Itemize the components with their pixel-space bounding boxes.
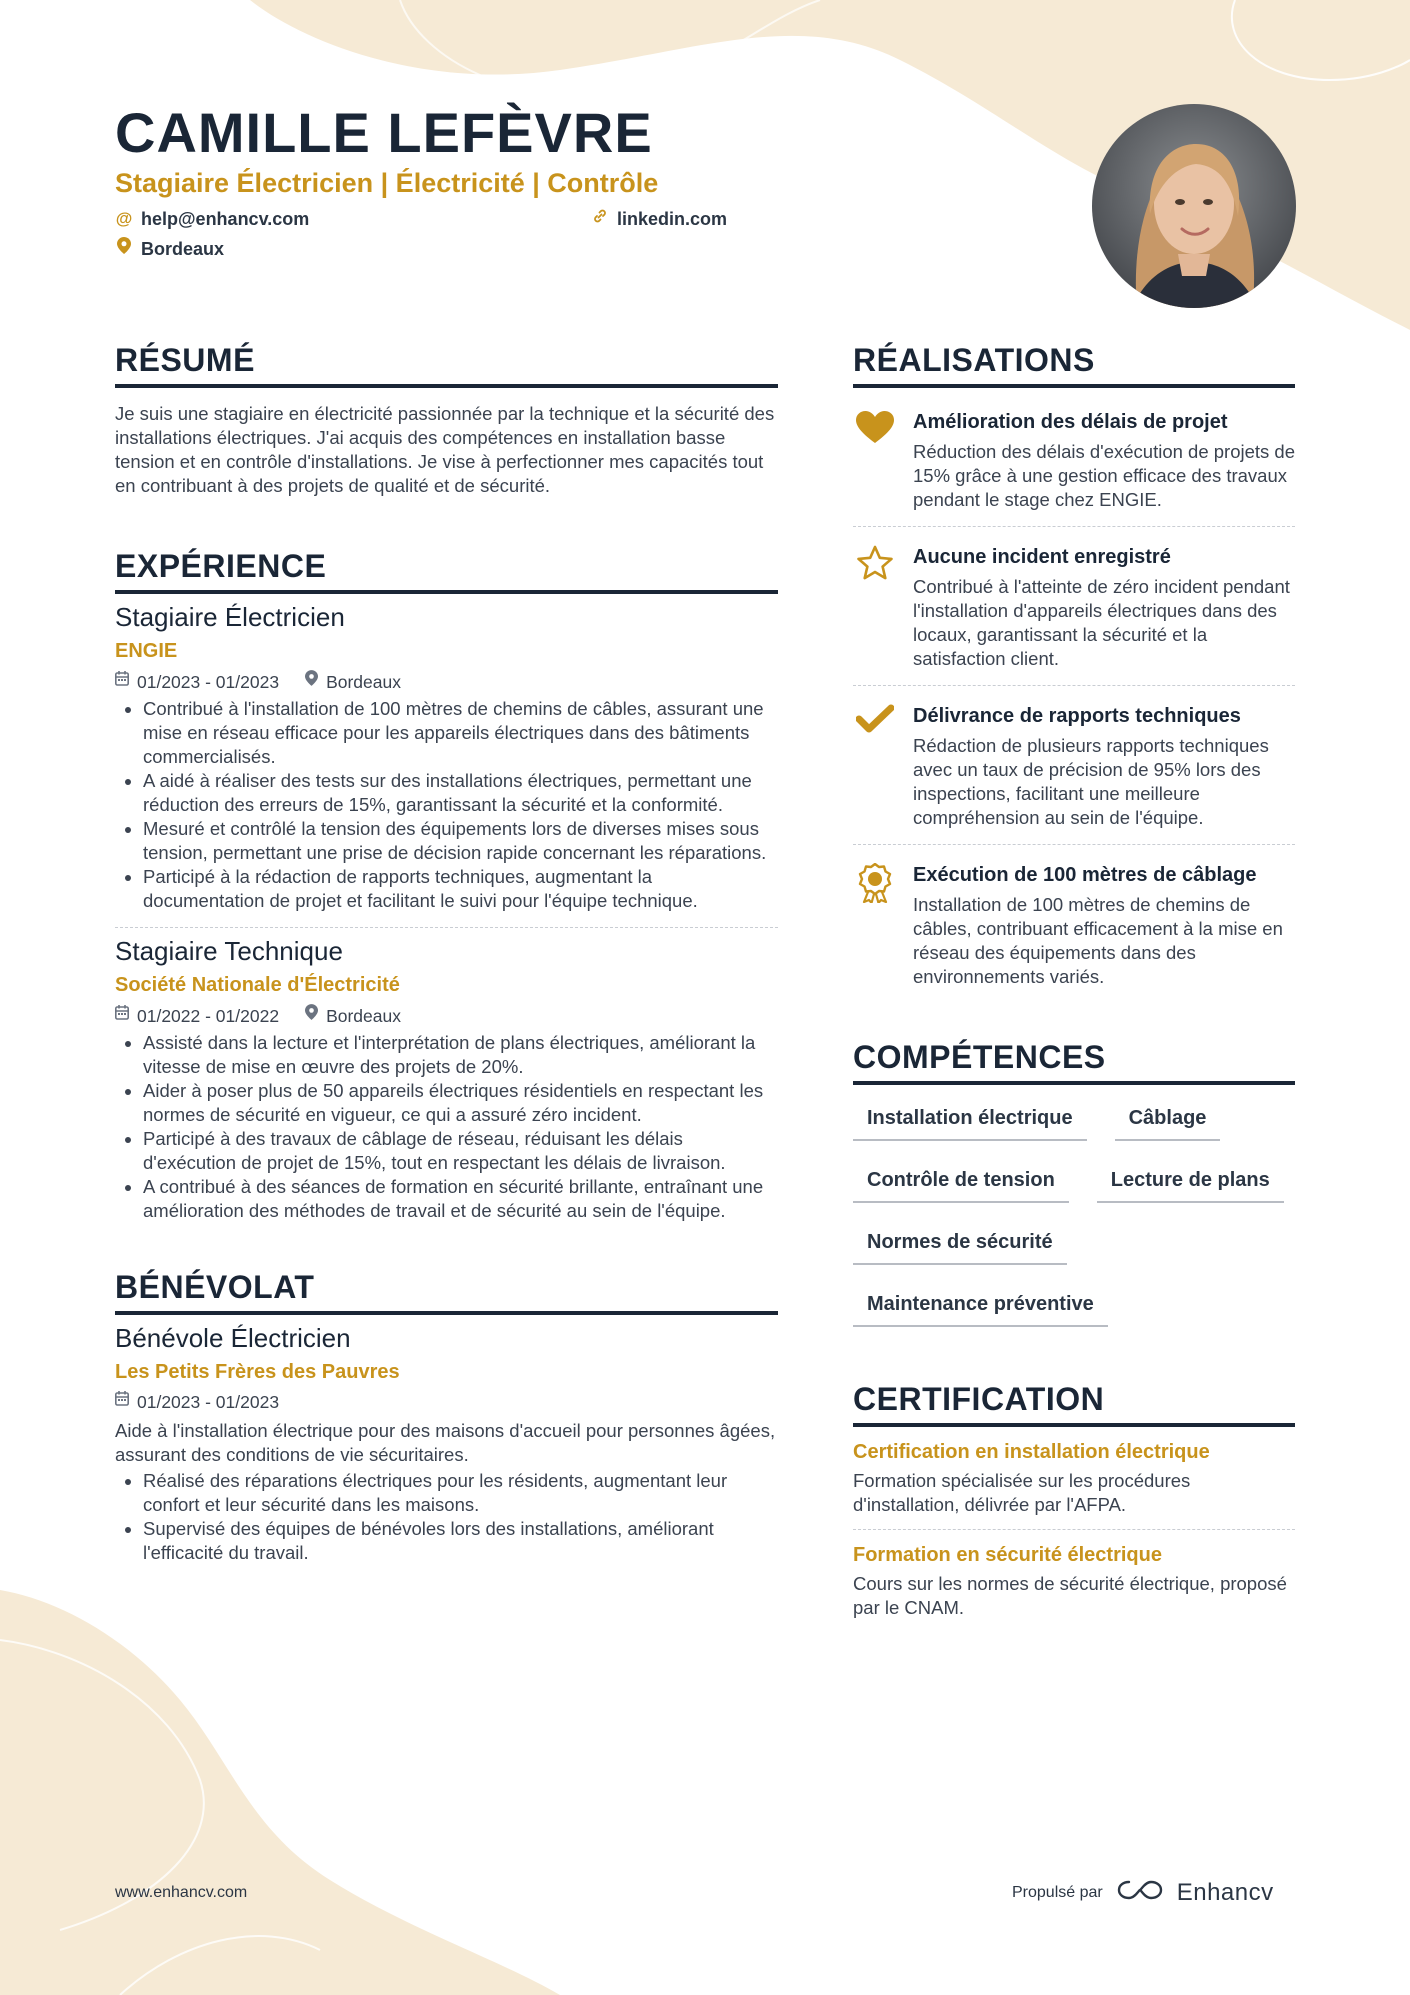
certification-desc: Formation spécialisée sur les procédures d'installation, délivrée par l'AFPA. xyxy=(853,1470,1191,1515)
experience-section xyxy=(115,546,778,1223)
job-company: ENGIE xyxy=(115,640,178,662)
bullet-item: • Mesuré et contrôlé la tension des équipements lors de diverses mises sous tension, permettant une prise de décision rapide concernant les réparations. xyxy=(143,817,778,865)
skill-tag: Contrôle de tension xyxy=(853,1161,1069,1203)
skills-list xyxy=(853,1099,1295,1327)
achievement-item xyxy=(853,541,1295,671)
summary-text: Je suis une stagiaire en électricité passionnée par la technique et la sécurité des installations électriques. J'ai acquis des compétences en installation basse tension et en contrôle d'installations. Je vise à perfectionner mes capacités tout en contribuant à des projets de qualité et de sécurité. xyxy=(115,403,775,496)
bullet-item: • Supervisé des équipes de bénévoles lors des installations, améliorant l'efficacité du travail. xyxy=(143,1517,778,1565)
at-icon: @ xyxy=(115,209,133,228)
link-icon xyxy=(591,208,609,230)
job-entry xyxy=(115,934,778,1223)
achievements-title: RÉALISATIONS xyxy=(853,340,1295,388)
skill-tag: Maintenance préventive xyxy=(853,1285,1108,1327)
enhancv-logo-icon xyxy=(1117,1878,1163,1907)
achievement-desc: Contribué à l'atteinte de zéro incident pendant l'installation d'appareils électriques dans des locaux, garantissant la sécurité et la satisfaction client. xyxy=(913,576,1290,669)
contact-linkedin[interactable] xyxy=(591,208,727,230)
achievement-item xyxy=(853,859,1295,989)
divider xyxy=(853,844,1295,845)
location-text: Bordeaux xyxy=(141,238,225,259)
achievement-title: Amélioration des délais de projet xyxy=(913,411,1228,433)
contact-email[interactable] xyxy=(115,208,309,230)
summary-section xyxy=(115,340,778,498)
bullet-item: • Assisté dans la lecture et l'interprétation de plans électriques, améliorant la vitesse de mise en œuvre des projets de 20%. xyxy=(143,1031,778,1079)
skills-section xyxy=(853,1037,1295,1327)
medal-icon xyxy=(853,861,897,989)
heart-icon xyxy=(853,408,897,512)
left-column xyxy=(115,340,778,1565)
footer-branding xyxy=(1012,1878,1274,1907)
skill-tag: Installation électrique xyxy=(853,1099,1087,1141)
certification-title: CERTIFICATION xyxy=(853,1379,1295,1427)
job-dates: 01/2023 - 01/2023 xyxy=(137,671,280,692)
divider xyxy=(853,685,1295,686)
achievement-item xyxy=(853,406,1295,512)
experience-title: EXPÉRIENCE xyxy=(115,546,778,594)
achievement-title: Exécution de 100 mètres de câblage xyxy=(913,864,1257,886)
divider xyxy=(853,1529,1295,1530)
map-pin-icon xyxy=(115,237,133,260)
candidate-subtitle: Stagiaire Électricien | Électricité | Contrôle xyxy=(115,168,659,198)
volunteer-section xyxy=(115,1267,778,1565)
achievements-section xyxy=(853,340,1295,989)
volunteer-bullets xyxy=(115,1469,778,1565)
calendar-icon xyxy=(115,1391,129,1413)
volunteer-role: Bénévole Électricien xyxy=(115,1323,351,1353)
volunteer-description: Aide à l'installation électrique pour des maisons d'accueil pour personnes âgées, assurant des conditions de vie sécuritaires. xyxy=(115,1420,776,1465)
achievement-title: Aucune incident enregistré xyxy=(913,546,1171,568)
volunteer-org: Les Petits Frères des Pauvres xyxy=(115,1361,400,1383)
job-location-text: Bordeaux xyxy=(326,1005,401,1026)
bullet-item: • Aider à poser plus de 50 appareils électriques résidentiels en respectant les normes de sécurité en vigueur, ce qui a assuré zéro incident. xyxy=(143,1079,778,1127)
certification-item xyxy=(853,1439,1295,1517)
powered-by-label: Propulsé par xyxy=(1012,1883,1103,1901)
certification-item xyxy=(853,1542,1295,1620)
job-location xyxy=(305,1004,401,1027)
profile-photo xyxy=(1092,104,1296,308)
job-entry xyxy=(115,600,778,913)
job-location xyxy=(305,670,401,693)
volunteer-dates: 01/2023 - 01/2023 xyxy=(137,1392,280,1412)
right-column xyxy=(853,340,1295,1620)
divider xyxy=(853,526,1295,527)
achievement-desc: Rédaction de plusieurs rapports techniques avec un taux de précision de 95% lors des inspections, facilitant une meilleure compréhension au sein de l'équipe. xyxy=(913,735,1269,828)
certification-desc: Cours sur les normes de sécurité électrique, proposé par le CNAM. xyxy=(853,1573,1287,1618)
job-meta xyxy=(115,670,778,693)
job-title: Stagiaire Électricien xyxy=(115,602,345,632)
calendar-icon xyxy=(115,1005,129,1027)
job-bullets xyxy=(115,1031,778,1223)
calendar-icon xyxy=(115,671,129,693)
contact-location xyxy=(115,237,224,260)
skill-tag: Lecture de plans xyxy=(1097,1161,1284,1203)
certification-name: Certification en installation électrique xyxy=(853,1441,1210,1463)
volunteer-meta xyxy=(115,1391,778,1413)
achievement-title: Délivrance de rapports techniques xyxy=(913,705,1241,727)
job-dates: 01/2022 - 01/2022 xyxy=(137,1005,280,1026)
bullet-item: • A contribué à des séances de formation en sécurité brillante, entraînant une amélioration des méthodes de travail et de sécurité au sein de l'équipe. xyxy=(143,1175,778,1223)
bullet-item: • A aidé à réaliser des tests sur des installations électriques, permettant une réduction des erreurs de 15%, garantissant la sécurité et la conformité. xyxy=(143,769,778,817)
achievement-desc: Installation de 100 mètres de chemins de câbles, contribuant efficacement à la mise en réseau des équipements dans des environnements variés. xyxy=(913,894,1283,987)
linkedin-text: linkedin.com xyxy=(617,209,728,229)
job-bullets xyxy=(115,697,778,913)
certification-name: Formation en sécurité électrique xyxy=(853,1544,1162,1566)
bullet-item: • Participé à des travaux de câblage de réseau, réduisant les délais d'exécution de projet de 15%, tout en respectant les délais de livraison. xyxy=(143,1127,778,1175)
job-title: Stagiaire Technique xyxy=(115,936,343,966)
email-text: help@enhancv.com xyxy=(141,209,310,229)
summary-title: RÉSUMÉ xyxy=(115,340,778,388)
star-icon xyxy=(853,543,897,671)
achievement-desc: Réduction des délais d'exécution de projets de 15% grâce à une gestion efficace des travaux pendant le stage chez ENGIE. xyxy=(913,441,1296,510)
skills-title: COMPÉTENCES xyxy=(853,1037,1295,1085)
divider xyxy=(115,927,778,928)
certification-section xyxy=(853,1379,1295,1620)
job-location-text: Bordeaux xyxy=(326,671,401,692)
job-company: Société Nationale d'Électricité xyxy=(115,974,400,996)
skill-tag: Normes de sécurité xyxy=(853,1223,1067,1265)
check-icon xyxy=(853,702,897,830)
brand-name: Enhancv xyxy=(1176,1878,1274,1906)
bullet-item: • Contribué à l'installation de 100 mètres de chemins de câbles, assurant une mise en réseau efficace pour les appareils électriques dans des bâtiments commercialisés. xyxy=(143,697,778,769)
volunteer-title: BÉNÉVOLAT xyxy=(115,1267,778,1315)
bullet-item: • Réalisé des réparations électriques pour les résidents, augmentant leur confort et leur sécurité dans les maisons. xyxy=(143,1469,778,1517)
achievement-item xyxy=(853,700,1295,830)
skill-tag: Câblage xyxy=(1115,1099,1221,1141)
map-pin-icon xyxy=(305,1004,318,1027)
map-pin-icon xyxy=(305,670,318,693)
candidate-name: CAMILLE LEFÈVRE xyxy=(115,101,653,164)
job-meta xyxy=(115,1004,778,1027)
footer-website[interactable]: www.enhancv.com xyxy=(115,1884,248,1901)
bullet-item: • Participé à la rédaction de rapports techniques, augmentant la documentation de projet et facilitant le suivi pour l'équipe technique. xyxy=(143,865,778,913)
